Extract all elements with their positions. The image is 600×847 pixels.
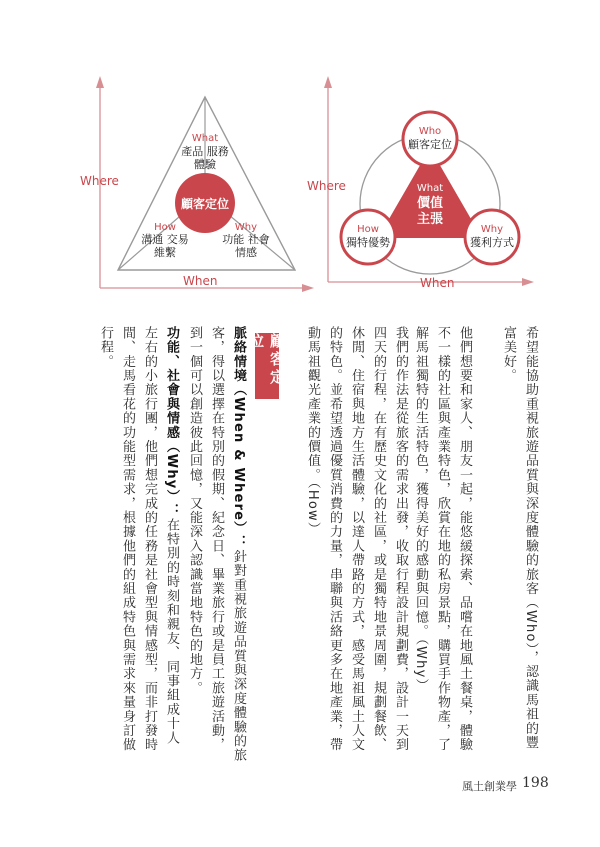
- right-how-head: How: [357, 224, 379, 235]
- text-line: 的特色。並希望透過優質消費的力量，串聯與活絡更多在地產業，帶: [327, 326, 342, 752]
- paragraph-4: [183, 326, 249, 763]
- diagrams: [0, 0, 600, 300]
- left-what-line1: 產品 服務: [181, 145, 229, 158]
- text-line: 客，得以選擇在特別的假期、紀念日、畢業旅行或是員工旅遊活動，: [209, 326, 224, 752]
- paragraph-5: [94, 326, 182, 752]
- text-line: 動馬祖觀光產業的價值。（How）: [305, 326, 320, 537]
- text-line: 我們的作法是從旅客的需求出發，收取行程設計規劃費，設計一天到: [393, 326, 408, 752]
- text-line: 休閒、住宿與地方生活體驗，以達人帶路的方式，感受馬祖風土人文: [349, 326, 364, 752]
- left-y-label: Where: [80, 174, 119, 188]
- left-how-line1: 溝通 交易: [141, 233, 189, 246]
- right-y-arrow-icon: [324, 76, 332, 88]
- page-number: 198: [522, 775, 549, 791]
- text-line: 解馬祖獨特的生活特色，獲得美好的感動與回憶。（Why）: [413, 326, 428, 693]
- paragraph-1: [497, 326, 541, 750]
- text-line: 左右的小旅行團，他們想完成的任務是社會型與情感型，而非打發時: [142, 326, 157, 752]
- left-how-line2: 維繫: [154, 246, 176, 259]
- text-line: 針對重視旅遊品質與深度體驗的旅: [231, 549, 246, 763]
- left-why-head: Why: [234, 222, 258, 233]
- text-line: 行程。: [98, 326, 113, 369]
- right-why-head: Why: [480, 224, 504, 235]
- left-center-label: 顧客定位: [180, 197, 230, 211]
- right-x-arrow-icon: [522, 278, 534, 286]
- text-line: 希望能協助重視旅遊品質與深度體驗的旅客（Who），認識馬祖的豐: [523, 326, 538, 750]
- text-line: 他們想要和家人、朋友一起，能悠緩探索、品嚐在地風土餐桌，體驗: [457, 326, 472, 752]
- right-how-label: 獨特優勢: [346, 236, 390, 249]
- paragraph-2: [409, 326, 475, 752]
- right-what-head: What: [416, 183, 444, 194]
- section-title: 顧客定位: [255, 333, 279, 399]
- left-diagram: [80, 76, 314, 292]
- left-why-line1: 功能 社會: [222, 233, 270, 246]
- text-line: 不一樣的社區與產業特色，欣賞在地的私房景點，購買手作物產，了: [435, 326, 450, 752]
- right-x-label: When: [420, 276, 455, 290]
- right-what-line2: 主張: [416, 212, 444, 227]
- right-why-label: 獲利方式: [470, 236, 514, 249]
- right-what-line1: 價值: [416, 196, 444, 211]
- text-line: 間、走馬看花的功能型需求，根據他們的組成特色與需求來量身訂做: [120, 326, 135, 752]
- left-x-arrow-icon: [302, 284, 314, 292]
- p4-heading: 脈絡情境（When & Where）：: [231, 326, 246, 550]
- left-why-line2: 情感: [235, 246, 257, 259]
- right-who-head: Who: [418, 126, 442, 137]
- right-y-label: Where: [307, 179, 346, 193]
- footer-book-title: 風土創業學: [462, 780, 517, 793]
- text-line: 四天的行程，在有歷史文化的社區，或是獨特地景周圍，規劃餐飲、: [371, 326, 386, 752]
- text-line: 在特別的時刻和親友、同事組成十人: [164, 517, 179, 746]
- left-what-line2: 體驗: [194, 158, 216, 171]
- left-what-head: What: [191, 133, 219, 144]
- text-line: 到一個可以創造彼此回憶，又能深入認識當地特色的地方。: [187, 326, 202, 696]
- left-y-arrow-icon: [96, 76, 104, 88]
- left-x-label: When: [183, 274, 218, 288]
- p5-heading: 功能、社會與情感（Why）：: [164, 326, 179, 518]
- text-line: 富美好。: [501, 326, 516, 383]
- paragraph-3: [301, 326, 411, 752]
- left-how-head: How: [154, 222, 176, 233]
- right-who-label: 顧客定位: [408, 138, 452, 151]
- right-diagram: [307, 76, 534, 290]
